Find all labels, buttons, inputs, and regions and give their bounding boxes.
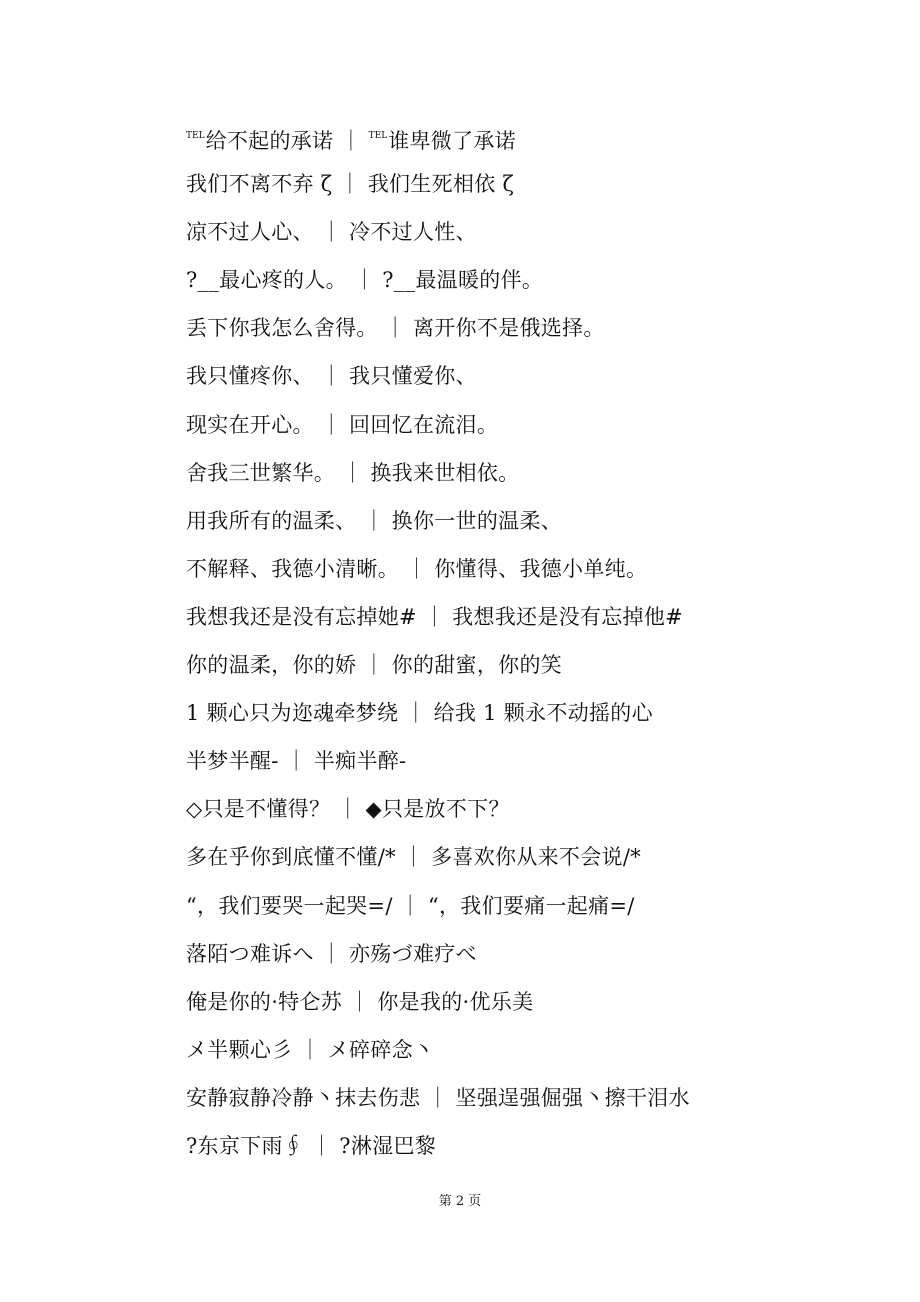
text-line-20: メ半颗心彡 ｜ メ碎碎念丶 — [186, 1037, 435, 1062]
tel-superscript: TEL — [186, 131, 205, 141]
text-line-17: “，我们要哭一起哭=/ ｜ “，我们要痛一起痛=/ — [186, 893, 635, 918]
text-line-7: 现实在开心。 ｜ 回回忆在流泪。 — [186, 412, 499, 437]
line-text: 谁卑微了承诺 — [388, 129, 516, 153]
text-line-10: 不解释、我德小清晰。 ｜ 你懂得、我德小单纯。 — [186, 556, 648, 581]
text-line-4: ?__最心疼的人。 ｜ ?__最温暖的伴。 — [186, 268, 544, 293]
text-line-14: 半梦半醒- ｜ 半痴半醉- — [186, 749, 407, 774]
text-line-8: 舍我三世繁华。 ｜ 换我来世相依。 — [186, 460, 520, 485]
text-line-6: 我只懂疼你、 ｜ 我只懂爱你、 — [186, 364, 477, 389]
text-line-15: ◇只是不懂得？ ｜ ◆只是放不下？ — [186, 797, 510, 822]
text-line-9: 用我所有的温柔、 ｜ 换你一世的温柔、 — [186, 508, 563, 533]
page-number-footer: 第 2 页 — [438, 1194, 482, 1209]
text-line-2: 我们不离不弃 ζ ｜ 我们生死相依 ζ — [186, 172, 515, 197]
text-line-13: 1 颗心只为迩魂牵梦绕 ｜ 给我 1 颗永不动摇的心 — [186, 701, 653, 726]
text-line-21: 安静寂静冷静丶抹去伤悲 ｜ 坚强逞强倔强丶擦干泪水 — [186, 1085, 690, 1110]
text-lines — [186, 114, 826, 1172]
text-line-3: 凉不过人心、 ｜ 冷不过人性、 — [186, 220, 477, 245]
text-line-19: 俺是你的·特仑苏 ｜ 你是我的·优乐美 — [186, 989, 534, 1014]
tel-superscript: TEL — [368, 131, 388, 141]
text-line-16: 多在乎你到底懂不懂/* ｜ 多喜欢你从来不会说/* — [186, 845, 641, 870]
text-line-12: 你的温柔，你的娇 ｜ 你的甜蜜，你的笑 — [186, 653, 563, 678]
text-line-11: 我想我还是没有忘掉她# ｜ 我想我还是没有忘掉他# — [186, 604, 684, 629]
text-line-18: 落陌つ难诉へ ｜ 亦殇づ难疗べ — [186, 941, 477, 966]
text-line-22: ?东京下雨∮ ｜ ?淋湿巴黎 — [186, 1133, 437, 1158]
line-text: 给不起的承诺 ｜ — [205, 129, 369, 153]
text-line-5: 丢下你我怎么舍得。 ｜ 离开你不是俄选择。 — [186, 316, 605, 341]
text-line-1 — [186, 114, 826, 162]
